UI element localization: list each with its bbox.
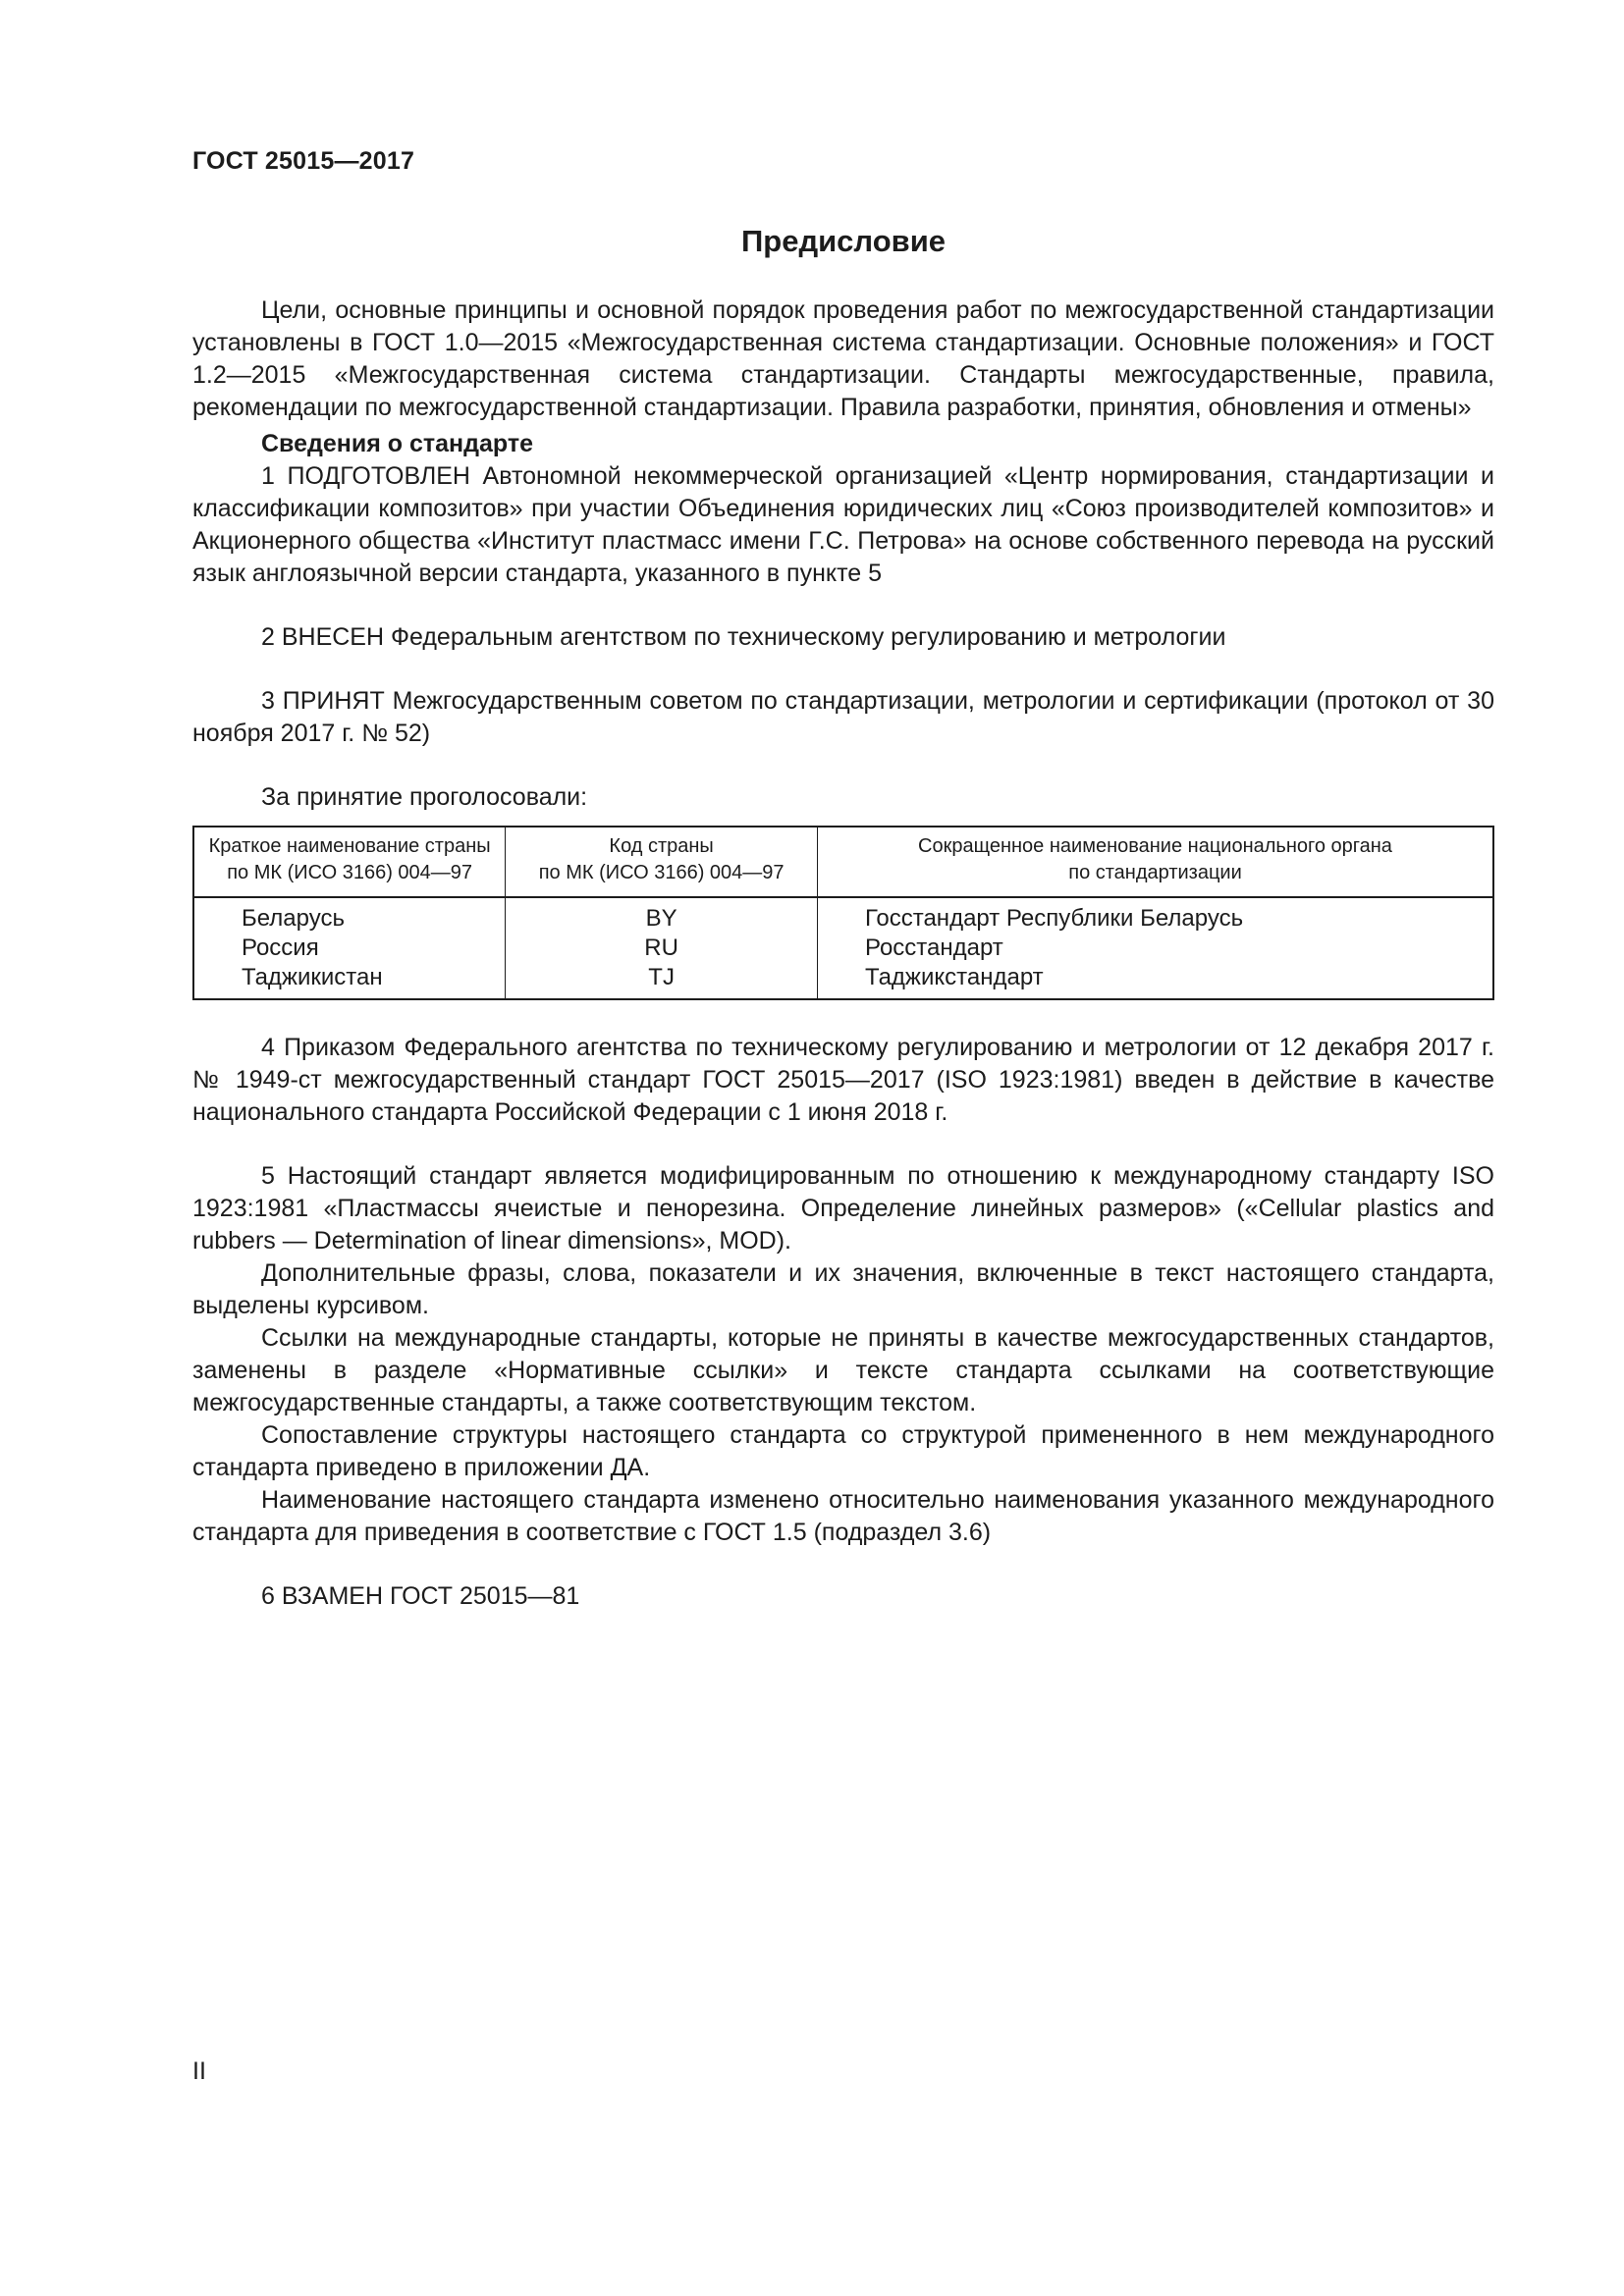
item-5-paragraph-italic: Дополнительные фразы, слова, показатели и их значения, включенные в текст настоящего стандарта, выделены курсивом. <box>192 1259 1494 1319</box>
country-name-cell: Беларусь <box>193 897 506 934</box>
header-cell-line: Код страны <box>609 835 714 857</box>
country-name-cell: Таджикистан <box>193 963 506 999</box>
voting-table <box>192 826 1494 1000</box>
country-name-cell: Россия <box>193 934 506 963</box>
item-1-prepared: 1 ПОДГОТОВЛЕН Автономной некоммерческой организацией «Центр нормирования, стандартизации и классификации композитов» при участии Объединения юридических лиц «Союз производителей композитов» и Акционерного общества «Институт пластмасс имени Г.С. Петрова» на основе собственного перевода на русский язык англоязычной версии стандарта, указанного в пункте 5 <box>192 462 1494 587</box>
item-5-paragraph-structure: Сопоставление структуры настоящего стандарта со структурой примененного в нем международного стандарта приведено в приложении ДА. <box>192 1421 1494 1481</box>
table-header-row <box>193 827 1493 897</box>
item-5-paragraph-title: Наименование настоящего стандарта изменено относительно наименования указанного международного стандарта для приведения в соответствие с ГОСТ 1.5 (подраздел 3.6) <box>192 1486 1494 1546</box>
item-4-order: 4 Приказом Федерального агентства по техническому регулированию и метрологии от 12 декабря 2017 г. № 1949-ст межгосударственный стандарт ГОСТ 25015—2017 (ISO 1923:1981) введен в действие в качестве национального стандарта Российской Федерации с 1 июня 2018 г. <box>192 1034 1494 1126</box>
item-3-adopted: 3 ПРИНЯТ Межгосударственным советом по стандартизации, метрологии и сертификации (протокол от 30 ноября 2017 г. № 52) <box>192 687 1494 747</box>
item-5-paragraph-references: Ссылки на международные стандарты, которые не приняты в качестве межгосударственных стандартов, заменены в разделе «Нормативные ссылки» и тексте стандарта ссылками на соответствующие межгосударственные стандарты, а также соответствующим текстом. <box>192 1324 1494 1416</box>
item-2-submitted: 2 ВНЕСЕН Федеральным агентством по техническому регулированию и метрологии <box>261 623 1226 651</box>
national-body-cell: Росстандарт <box>865 934 1003 961</box>
item-5-modified: 5 Настоящий стандарт является модифицированным по отношению к международному стандарту ISO 1923:1981 «Пластмассы ячеистые и пенорезина. Определение линейных размеров» («Cellular plastics and rubbers — Determination of linear dimensions», MOD). <box>192 1162 1494 1255</box>
table-row <box>193 897 1493 934</box>
voted-label: За принятие проголосовали: <box>261 783 588 811</box>
page-number: II <box>192 2057 206 2085</box>
header-cell-line: Краткое наименование страны <box>208 835 491 857</box>
header-cell-line: по МК (ИСО 3166) 004—97 <box>227 862 473 883</box>
country-code-cell: BY <box>506 897 818 934</box>
intro-paragraph: Цели, основные принципы и основной порядок проведения работ по межгосударственной стандартизации установлены в ГОСТ 1.0—2015 «Межгосударственная система стандартизации. Основные положения» и ГОСТ 1.2—2015 «Межгосударственная система стандартизации. Стандарты межгосударственные, правила, рекомендации по межгосударственной стандартизации. Правила разработки, принятия, обновления и отмены» <box>192 296 1494 421</box>
country-code-cell: RU <box>506 934 818 963</box>
header-country-name <box>193 827 506 897</box>
header-national-body <box>818 827 1494 897</box>
header-cell-line: по стандартизации <box>1068 862 1242 883</box>
item-6-replaces: 6 ВЗАМЕН ГОСТ 25015—81 <box>261 1582 580 1610</box>
section-title: Предисловие <box>740 224 946 258</box>
table-row <box>193 963 1493 999</box>
country-code-cell: TJ <box>506 963 818 999</box>
national-body-cell: Госстандарт Республики Беларусь <box>865 905 1244 932</box>
subheading-standard-info: Сведения о стандарте <box>261 430 534 457</box>
header-cell-line: по МК (ИСО 3166) 004—97 <box>538 862 785 883</box>
header-cell-line: Сокращенное наименование национального органа <box>918 835 1392 857</box>
table-row <box>193 934 1493 963</box>
document-code: ГОСТ 25015—2017 <box>192 147 415 175</box>
document-body <box>192 294 1494 1613</box>
national-body-cell: Таджикстандарт <box>865 964 1044 990</box>
header-country-code <box>506 827 818 897</box>
